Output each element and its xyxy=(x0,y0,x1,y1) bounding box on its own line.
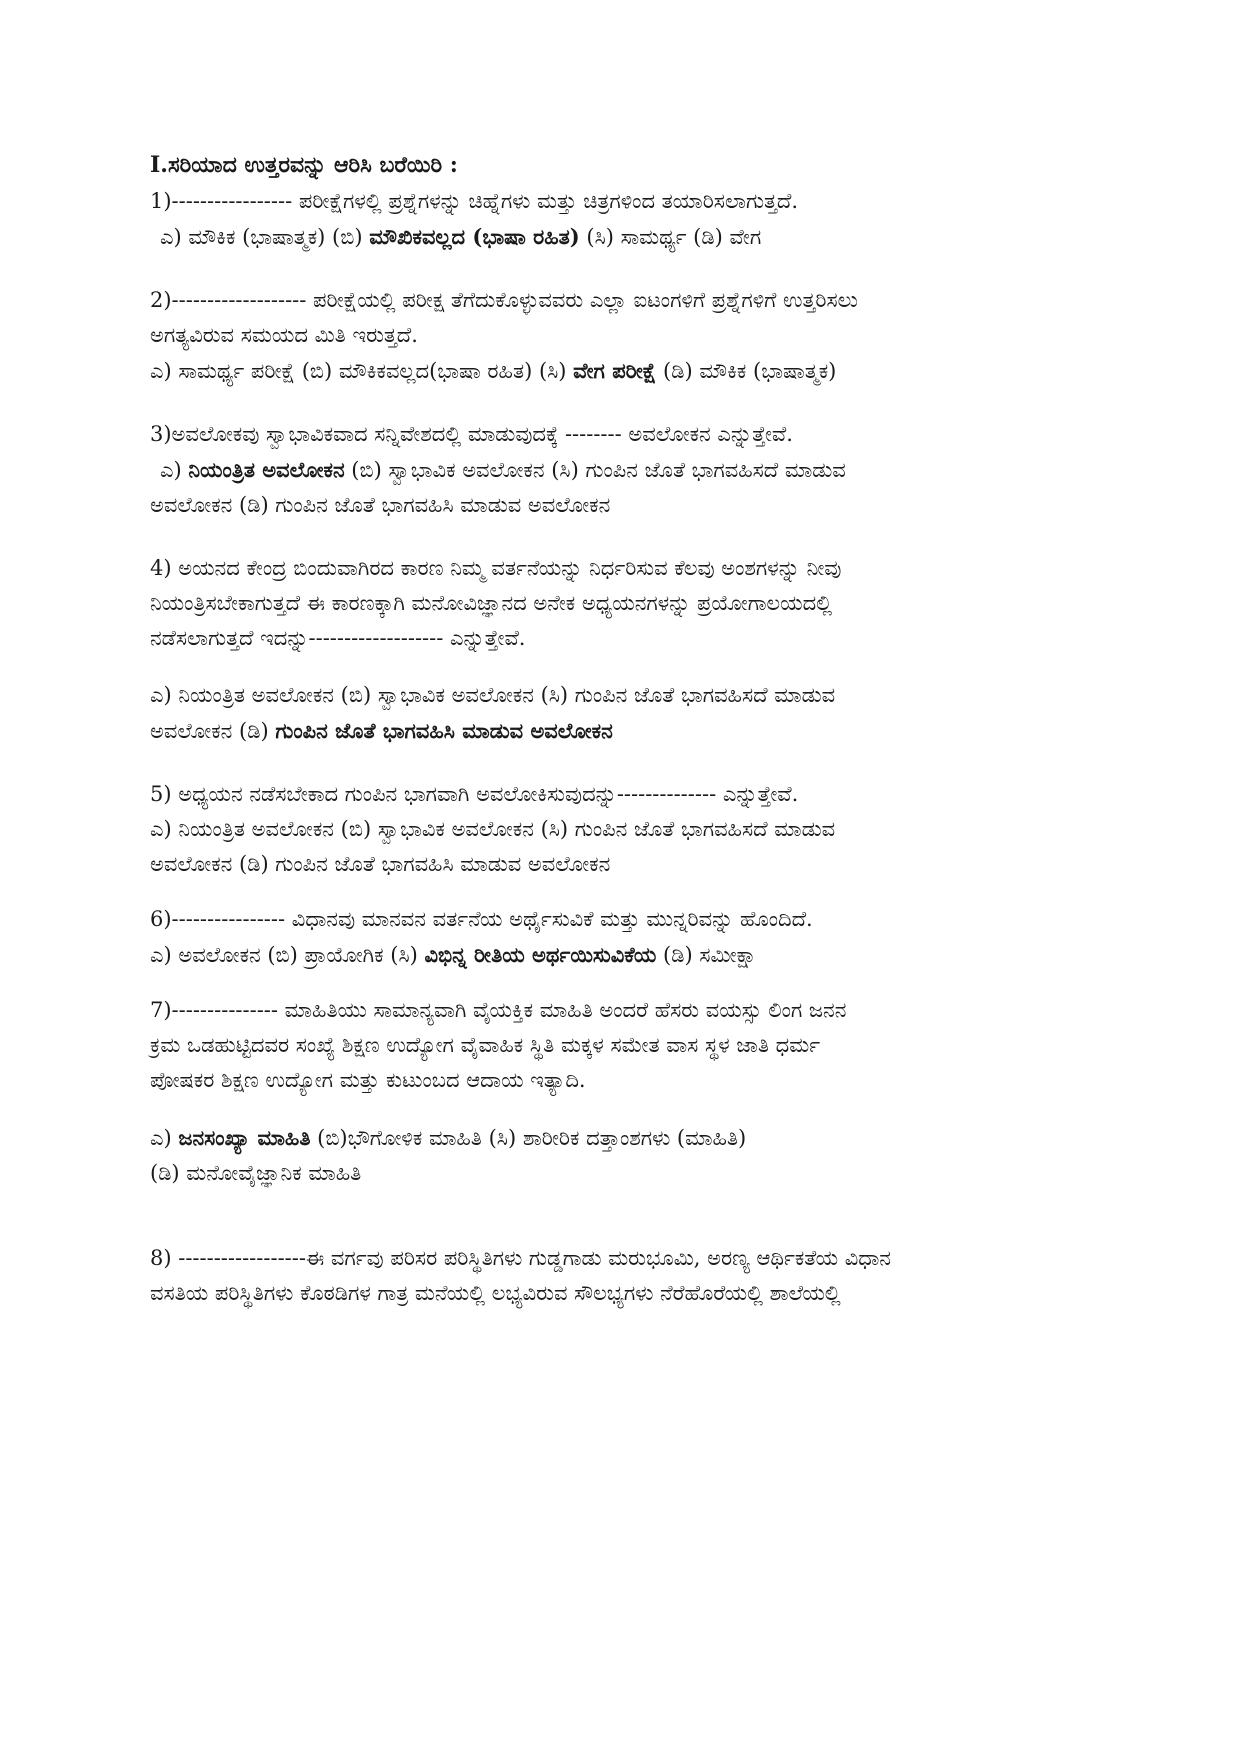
question-2-text: ಅಗತ್ಯವಿರುವ ಸಮಯದ ಮಿತಿ ಇರುತ್ತದೆ. xyxy=(150,323,418,347)
question-8-text: ವಸತಿಯ ಪರಿಸ್ಥಿತಿಗಳು ಕೊಠಡಿಗಳ ಗಾತ್ರ ಮನೆಯಲ್ಲಿ ಲಭ್ಯವಿರುವ ಸೌಲಭ್ಯಗಳು ನೆರೆಹೊರೆಯಲ್ಲಿ ಶಾಲೆಯಲ್ಲಿ xyxy=(150,1281,841,1305)
option-text: ಎ) ಮೌಕಿಕ (ಭಾಷಾತ್ಮಕ) (ಬಿ) xyxy=(160,225,370,249)
question-7-options: (ಡಿ) ಮನೋವೈಜ್ಞಾನಿಕ ಮಾಹಿತಿ xyxy=(150,1161,362,1185)
question-4-options: ಎ) ನಿಯಂತ್ರಿತ ಅವಲೋಕನ (ಬಿ) ಸ್ವಾಭಾವಿಕ ಅವಲೋಕನ (ಸಿ) ಗುಂಪಿನ ಜೊತೆ ಭಾಗವಹಿಸದೆ ಮಾಡುವ xyxy=(150,683,836,707)
question-4-options xyxy=(150,713,1090,749)
question-5-options: ಅವಲೋಕನ (ಡಿ) ಗುಂಪಿನ ಜೊತೆ ಭಾಗವಹಿಸಿ ಮಾಡುವ ಅವಲೋಕನ xyxy=(150,852,611,876)
question-1 xyxy=(150,184,1090,255)
correct-answer: ಗುಂಪಿನ ಜೊತೆ ಭಾಗವಹಿಸಿ ಮಾಡುವ ಅವಲೋಕನ xyxy=(275,718,613,743)
correct-answer: ವಿಭಿನ್ನ ರೀತಿಯ ಅರ್ಥಯಿಸುವಿಕೆಯ xyxy=(424,942,657,967)
question-4 xyxy=(150,551,1090,749)
option-text: (ಸಿ) ಸಾಮರ್ಥ್ಯ (ಡಿ) ವೇಗ xyxy=(579,225,762,249)
question-4-text: 4) ಅಯನದ ಕೇಂದ್ರ ಬಿಂದುವಾಗಿರದ ಕಾರಣ ನಿಮ್ಮ ವರ್ತನೆಯನ್ನು ನಿರ್ಧರಿಸುವ ಕೆಲವು ಅಂಶಗಳನ್ನು ನೀವು xyxy=(150,556,842,580)
question-5-text: 5) ಅಧ್ಯಯನ ನಡೆಸಬೇಕಾದ ಗುಂಪಿನ ಭಾಗವಾಗಿ ಅವಲೋಕಿಸುವುದನ್ನು-------------- ಎನ್ನುತ್ತೇವೆ. xyxy=(150,782,799,806)
question-7-text: 7)--------------- ಮಾಹಿತಿಯು ಸಾಮಾನ್ಯವಾಗಿ ವೈಯಕ್ತಿಕ ಮಾಹಿತಿ ಅಂದರೆ ಹೆಸರು ವಯಸ್ಸು ಲಿಂಗ ಜನನ xyxy=(150,998,847,1022)
question-2-options xyxy=(150,353,1090,389)
question-4-text: ನಿಯಂತ್ರಿಸಬೇಕಾಗುತ್ತದೆ ಈ ಕಾರಣಕ್ಕಾಗಿ ಮನೋವಿಜ್ಞಾನದ ಅನೇಕ ಅಧ್ಯಯನಗಳನ್ನು ಪ್ರಯೋಗಾಲಯದಲ್ಲಿ xyxy=(150,591,833,615)
document-page xyxy=(150,150,1090,1311)
question-2 xyxy=(150,283,1090,389)
option-text: ಎ) xyxy=(160,458,189,482)
question-3-options: ಅವಲೋಕನ (ಡಿ) ಗುಂಪಿನ ಜೊತೆ ಭಾಗವಹಿಸಿ ಮಾಡುವ ಅವಲೋಕನ xyxy=(150,493,611,517)
question-8 xyxy=(150,1241,1090,1311)
question-1-text: 1)----------------- ಪರೀಕ್ಷೆಗಳಲ್ಲಿ ಪ್ರಶ್ನೆಗಳನ್ನು ಚಿಹ್ನೆಗಳು ಮತ್ತು ಚಿತ್ರಗಳಿಂದ ತಯಾರಿಸಲಾಗುತ್ತದೆ. xyxy=(150,189,799,213)
correct-answer: ಜನಸಂಖ್ಯಾ ಮಾಹಿತಿ xyxy=(178,1125,311,1150)
question-3-options xyxy=(150,452,1090,488)
option-text: (ಡಿ) ಮೌಕಿಕ (ಭಾಷಾತ್ಮಕ) xyxy=(656,359,837,383)
question-7 xyxy=(150,993,1090,1191)
question-5 xyxy=(150,777,1090,882)
section-heading: I.ಸರಿಯಾದ ಉತ್ತರವನ್ನು ಆರಿಸಿ ಬರೆಯಿರಿ : xyxy=(150,152,458,178)
question-3 xyxy=(150,417,1090,523)
option-text: ಎ) ಅವಲೋಕನ (ಬಿ) ಪ್ರಾಯೋಗಿಕ (ಸಿ) xyxy=(150,943,425,967)
option-text: (ಬಿ) ಸ್ವಾಭಾವಿಕ ಅವಲೋಕನ (ಸಿ) ಗುಂಪಿನ ಜೊತೆ ಭಾಗವಹಿಸದೆ ಮಾಡುವ xyxy=(344,458,846,482)
question-7-options xyxy=(150,1120,1090,1156)
question-6-options xyxy=(150,937,1090,973)
question-8-text: 8) ------------------ಈ ವರ್ಗವು ಪರಿಸರ ಪರಿಸ್ಥಿತಿಗಳು ಗುಡ್ಡಗಾಡು ಮರುಭೂಮಿ, ಅರಣ್ಯ ಆರ್ಥಿಕತೆಯ ವಿಧಾನ xyxy=(150,1246,891,1270)
question-2-text: 2)------------------- ಪರೀಕ್ಷೆಯಲ್ಲಿ ಪರೀಕ್ಷ ತೆಗೆದುಕೊಳ್ಳುವವರು ಎಲ್ಲಾ ಐಟಂಗಳಿಗೆ ಪ್ರಶ್ನೆಗಳಿಗೆ ಉತ್ತರಿಸಲು xyxy=(150,288,858,312)
question-7-text: ಪೋಷಕರ ಶಿಕ್ಷಣ ಉದ್ಯೋಗ ಮತ್ತು ಕುಟುಂಬದ ಆದಾಯ ಇತ್ಯಾದಿ. xyxy=(150,1068,586,1092)
question-6-text: 6)---------------- ವಿಧಾನವು ಮಾನವನ ವರ್ತನೆಯ ಅರ್ಥೈಸುವಿಕೆ ಮತ್ತು ಮುನ್ನರಿವನ್ನು ಹೊಂದಿದೆ. xyxy=(150,907,813,931)
question-7-text: ಕ್ರಮ ಒಡಹುಟ್ಟಿದವರ ಸಂಖ್ಯೆ ಶಿಕ್ಷಣ ಉದ್ಯೋಗ ವೈವಾಹಿಕ ಸ್ಥಿತಿ ಮಕ್ಕಳ ಸಮೇತ ವಾಸ ಸ್ಥಳ ಜಾತಿ ಧರ್ಮ xyxy=(150,1033,821,1057)
option-text: (ಬಿ)ಭೌಗೋಳಿಕ ಮಾಹಿತಿ (ಸಿ) ಶಾರೀರಿಕ ದತ್ತಾಂಶಗಳು (ಮಾಹಿತಿ) xyxy=(310,1126,747,1150)
option-text: (ಡಿ) ಸಮೀಕ್ಷಾ xyxy=(656,943,757,967)
correct-answer: ವೇಗ ಪರೀಕ್ಷೆ xyxy=(573,358,657,383)
question-1-options xyxy=(150,219,1090,255)
option-text: ಅವಲೋಕನ (ಡಿ) xyxy=(150,719,276,743)
question-5-options: ಎ) ನಿಯಂತ್ರಿತ ಅವಲೋಕನ (ಬಿ) ಸ್ವಾಭಾವಿಕ ಅವಲೋಕನ (ಸಿ) ಗುಂಪಿನ ಜೊತೆ ಭಾಗವಹಿಸದೆ ಮಾಡುವ xyxy=(150,817,836,841)
option-text: ಎ) ಸಾಮರ್ಥ್ಯ ಪರೀಕ್ಷೆ (ಬಿ) ಮೌಕಿಕವಲ್ಲದ(ಭಾಷಾ ರಹಿತ) (ಸಿ) xyxy=(150,359,574,383)
question-3-text: 3)ಅವಲೋಕವು ಸ್ವಾಭಾವಿಕವಾದ ಸನ್ನಿವೇಶದಲ್ಲಿ ಮಾಡುವುದಕ್ಕೆ -------- ಅವಲೋಕನ ಎನ್ನುತ್ತೇವೆ. xyxy=(150,422,793,446)
question-6 xyxy=(150,902,1090,973)
correct-answer: ನಿಯಂತ್ರಿತ ಅವಲೋಕನ xyxy=(188,457,345,482)
option-text: ಎ) xyxy=(150,1126,179,1150)
question-4-text: ನಡೆಸಲಾಗುತ್ತದೆ ಇದನ್ನು------------------- ಎನ್ನುತ್ತೇವೆ. xyxy=(150,626,526,650)
correct-answer: ಮೌಖಿಕವಲ್ಲದ (ಭಾಷಾ ರಹಿತ) xyxy=(369,224,580,249)
